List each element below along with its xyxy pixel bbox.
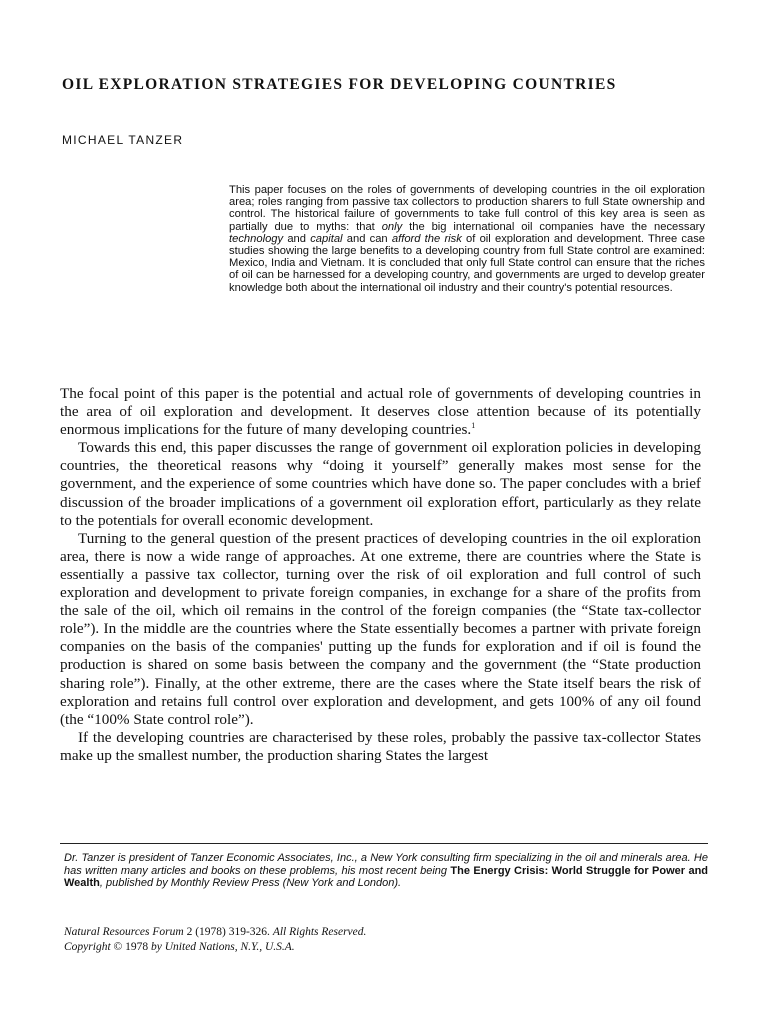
abstract-text-1: This paper focuses on the roles of governments of developing countries in the oil exploration area; roles ranging from passive tax collectors to production sharers to full State ownership and control. The historical failure of governments to take full control of this key area is seen as partially due to myths: that [229,184,705,233]
footnote-reference: 1 [471,421,476,431]
citation-line-1 [64,925,624,940]
abstract-text-3: and [283,232,311,245]
body-paragraph-4: If the developing countries are characterised by these roles, probably the passive tax-collector States make up the smallest number, the production sharing States the largest [60,728,701,764]
article-title: OIL EXPLORATION STRATEGIES FOR DEVELOPING COUNTRIES [62,76,617,93]
body-paragraph-2: Towards this end, this paper discusses the range of government oil exploration policies in developing countries, the theoretical reasons why “doing it yourself” generally makes most sense for the government, and the experience of some countries which have done so. The paper concludes with a brief discussion of the broader implications of a government oil exploration effort, particularly as they relate to the potentials for overall economic development. [60,439,701,529]
abstract-text-2: the big international oil companies have the necessary [402,220,705,233]
abstract-emphasis-technology: technology [229,232,284,245]
citation-line-2 [64,940,624,955]
abstract [229,184,705,294]
body-paragraph-3: Turning to the general question of the present practices of developing countries in the oil exploration area, there is now a wide range of approaches. At one extreme, there are countries where the State is essentially a passive tax collector, turning over the risk of oil exploration and full control of such exploration and development to private foreign companies, in exchange for a share of the profits from the sale of the oil, which oil remains in the control of the foreign companies (the “State tax-collector role”). In the middle are the countries where the State essentially becomes a partner with private foreign companies on the basis of the companies' putting up the funds for exploration and if oil is found the production is shared on some basis between the company and the government (the “State production sharing role”). Finally, at the other extreme, there are the cases where the State itself bears the risk of exploration and retains full control over exploration and development, and gets 100% of any oil found (the “100% State control role”). [60,529,701,728]
journal-citation [64,925,624,954]
abstract-emphasis-only: only [381,220,403,233]
abstract-text-4: and can [342,232,392,245]
abstract-text-5: of oil exploration and development. Three case studies showing the large benefits to a developing country from full State control are examined: Mexico, India and Vietnam. It is concluded that only full State control can ensure that the riches of oil can be harnessed for a developing country, and governments are urged to develop greater knowledge both about the international oil industry and their country's potential resources. [229,232,706,294]
body-paragraph-1 [60,385,701,439]
body-text [60,385,701,765]
copyright-holder: by United Nations, N.Y., U.S.A. [151,940,295,953]
copyright-word: Copyright [64,940,111,953]
journal-name: Natural Resources Forum [64,926,184,938]
rights-statement: All Rights Reserved. [272,926,367,938]
abstract-emphasis-capital: capital [310,232,343,245]
paragraph-1-text: The focal point of this paper is the potential and actual role of governments of developing countries in the area of oil exploration and development. It deserves close attention because of its potentially enormous implications for the future of many developing countries. [60,385,701,439]
footnote-divider [60,843,708,844]
footnote-text-1: Dr. Tanzer is president of Tanzer Economic Associates, Inc., a New York consulting firm specializing in the oil and minerals area. He has written many articles and books on these problems, his most recent being [64,852,708,877]
abstract-emphasis-risk: afford the risk [391,232,462,245]
author-name: MICHAEL TANZER [62,133,184,147]
journal-volume: 2 (1978) 319-326. [183,926,273,938]
footnote-book-title: The Energy Crisis: World Struggle for Power and Wealth [64,864,709,890]
author-footnote [64,852,708,890]
copyright-year: © 1978 [110,940,152,953]
footnote-text-2: , published by Monthly Review Press (New York and London). [99,877,402,890]
